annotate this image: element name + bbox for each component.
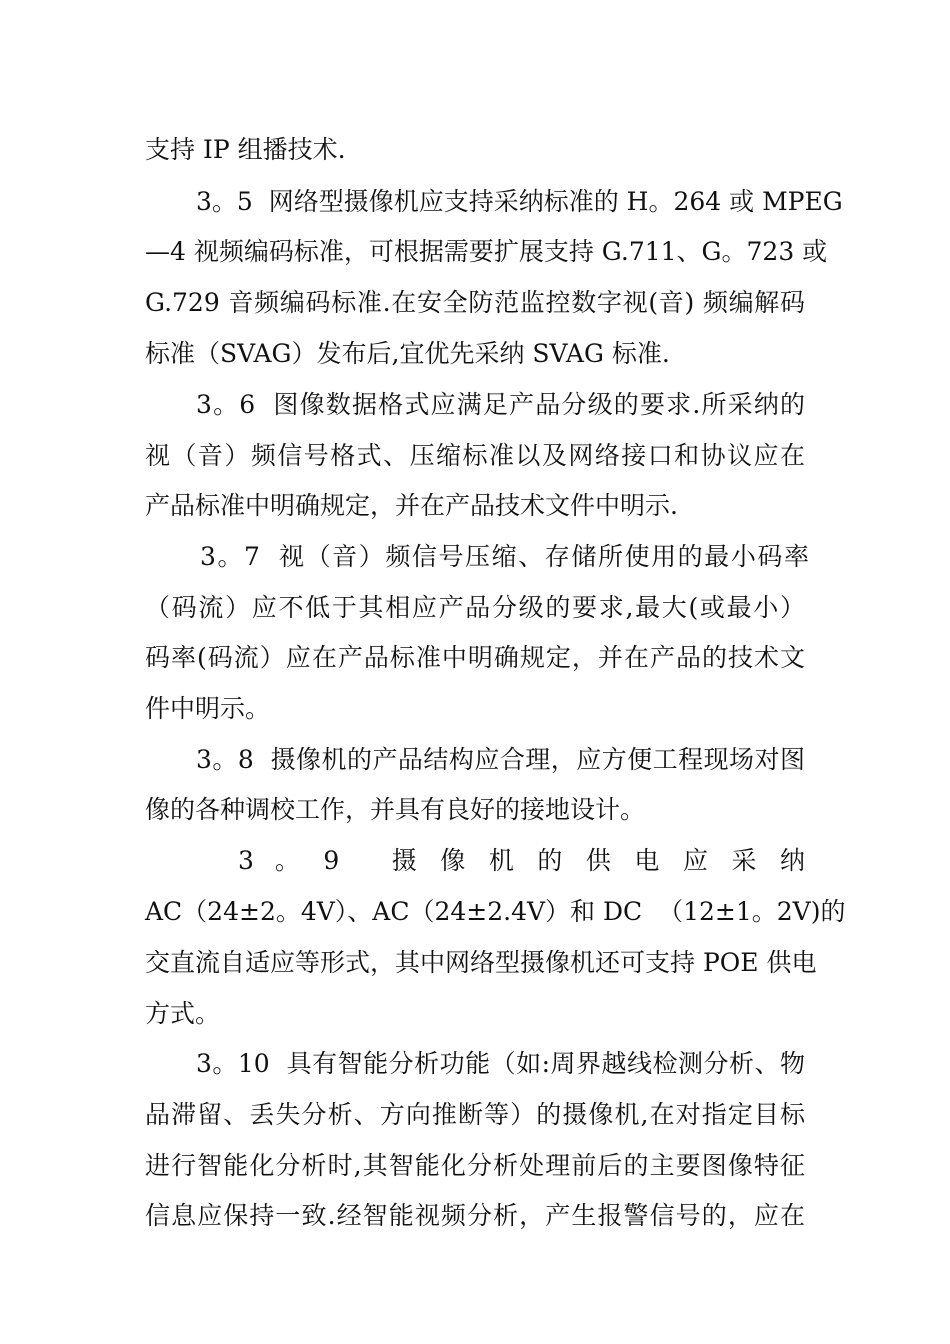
text-line: 3 。 9 摄 像 机 的 供 电 应 采 纳 [238, 846, 805, 875]
text-line: 方式。 [145, 999, 221, 1028]
text-line: G.729 音频编码标准.在安全防范监控数字视(音) 频编解码 [145, 288, 805, 317]
text-line: 视（音）频信号格式、压缩标准以及网络接口和协议应在 [145, 441, 805, 470]
text-line: 像的各种调校工作，并具有良好的接地设计。 [145, 795, 646, 824]
text-line: 3。8 摄像机的产品结构应合理，应方便工程现场对图 [196, 745, 805, 774]
text-line: 3。10 具有智能分析功能（如:周界越线检测分析、物 [196, 1049, 805, 1078]
text-line: 支持 IP 组播技术. [145, 135, 346, 164]
text-line: —4 视频编码标准，可根据需要扩展支持 G.711、G。723 或 [145, 237, 828, 266]
text-line: 3。6 图像数据格式应满足产品分级的要求.所采纳的 [196, 390, 805, 419]
text-line: 3。7 视（音）频信号压缩、存储所使用的最小码率 [200, 542, 809, 571]
text-line: 交直流自适应等形式，其中网络型摄像机还可支持 POE 供电 [145, 948, 817, 977]
text-line: 进行智能化分析时,其智能化分析处理前后的主要图像特征 [145, 1151, 805, 1180]
text-line: 码率(码流）应在产品标准中明确规定，并在产品的技术文 [145, 643, 805, 672]
text-line: 件中明示。 [145, 694, 271, 723]
text-line: AC（24±2。4V）、AC（24±2.4V）和 DC （12±1。2V)的 [145, 897, 846, 926]
text-line: 品滞留、丢失分析、方向推断等）的摄像机,在对指定目标 [145, 1100, 805, 1129]
text-line: 产品标准中明确规定，并在产品技术文件中明示. [145, 491, 678, 520]
text-line: 3。5 网络型摄像机应支持采纳标准的 H。264 或 MPEG [196, 187, 843, 216]
text-line: 信息应保持一致.经智能视频分析，产生报警信号的，应在 [145, 1201, 805, 1230]
text-line: （码流）应不低于其相应产品分级的要求,最大(或最小） [145, 593, 805, 622]
text-line: 标准（SVAG）发布后,宜优先采纳 SVAG 标准. [145, 339, 670, 368]
